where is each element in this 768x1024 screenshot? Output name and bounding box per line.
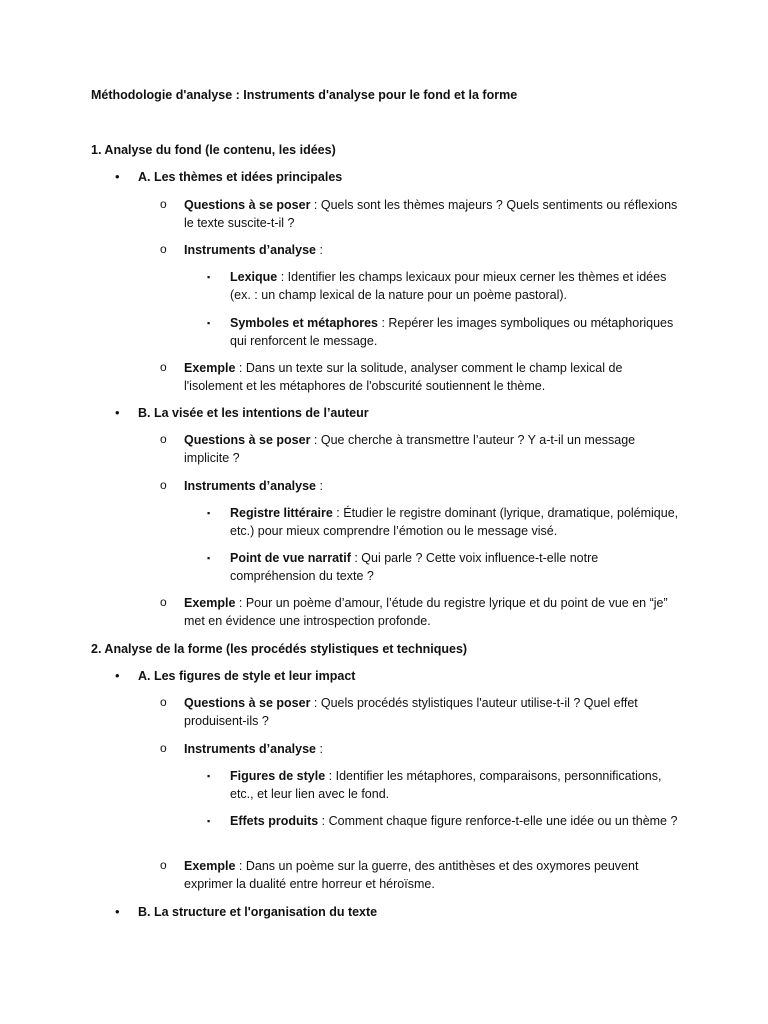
label-effets: Effets produits [230, 814, 319, 828]
section-1a-lexique [207, 268, 680, 304]
circle-marker: o [160, 858, 167, 872]
label-exemple: Exemple [184, 361, 236, 375]
label-figures: Figures de style [230, 769, 326, 783]
circle-marker: o [160, 695, 167, 709]
text-instruments: : [316, 742, 323, 756]
text-questions: : Quels sont les thèmes majeurs ? Quels sentiments ou réflexions le texte suscite-t-il ? [184, 198, 678, 230]
label-lexique: Lexique [230, 270, 278, 284]
bullet-marker: • [115, 668, 120, 683]
label-point-de-vue: Point de vue narratif [230, 551, 351, 565]
circle-marker: o [160, 595, 167, 609]
section-2a-instruments [160, 740, 680, 758]
section-1a-instruments [160, 241, 680, 259]
label-symboles: Symboles et métaphores [230, 316, 378, 330]
text-point-de-vue: : Qui parle ? Cette voix influence-t-elle notre compréhension du texte ? [230, 551, 599, 583]
text-exemple: : Dans un texte sur la solitude, analyser comment le champ lexical de l'isolement et les métaphores de l'obscurité soutiennent le thème. [184, 361, 623, 393]
label-questions: Questions à se poser [184, 696, 311, 710]
label-instruments: Instruments d’analyse [184, 479, 316, 493]
label-instruments: Instruments d’analyse [184, 243, 316, 257]
square-marker: ▪ [207, 816, 211, 826]
label-questions: Questions à se poser [184, 198, 311, 212]
section-2b-heading: B. La structure et l'organisation du texte [138, 905, 378, 919]
circle-marker: o [160, 478, 167, 492]
label-questions: Questions à se poser [184, 433, 311, 447]
section-1b-registre [207, 504, 680, 540]
section-1a-questions [160, 196, 680, 232]
bullet-marker: • [115, 169, 120, 184]
circle-marker: o [160, 242, 167, 256]
section-2a-heading: A. Les figures de style et leur impact [138, 669, 356, 683]
section-1a-symboles [207, 314, 680, 350]
bullet-marker: • [115, 405, 120, 420]
bullet-marker: • [115, 904, 120, 919]
circle-marker: o [160, 432, 167, 446]
section-2a-questions [160, 694, 680, 730]
text-figures: : Identifier les métaphores, comparaisons, personnifications, etc., et leur lien avec le fond. [230, 769, 662, 801]
section-1b-exemple [160, 594, 680, 630]
section-2a-figures [207, 767, 680, 803]
text-exemple: : Dans un poème sur la guerre, des antithèses et des oxymores peuvent exprimer la dualité entre horreur et héroïsme. [184, 859, 639, 891]
circle-marker: o [160, 360, 167, 374]
square-marker: ▪ [207, 272, 211, 282]
section-2a-exemple [160, 857, 680, 893]
text-instruments: : [316, 479, 323, 493]
label-exemple: Exemple [184, 859, 236, 873]
text-effets: : Comment chaque figure renforce-t-elle une idée ou un thème ? [318, 814, 678, 828]
section-1a-heading: A. Les thèmes et idées principales [138, 170, 343, 184]
text-questions: : Quels procédés stylistiques l'auteur utilise-t-il ? Quel effet produisent-ils ? [184, 696, 638, 728]
text-symboles: : Repérer les images symboliques ou métaphoriques qui renforcent le message. [230, 316, 674, 348]
section-1a-exemple [160, 359, 680, 395]
square-marker: ▪ [207, 553, 211, 563]
section-1b-instruments [160, 477, 680, 495]
section-1b-point-de-vue [207, 549, 680, 585]
text-lexique: : Identifier les champs lexicaux pour mieux cerner les thèmes et idées (ex. : un champ lexical de la nature pour un poème pastoral). [230, 270, 667, 302]
section-2a-effets [207, 812, 680, 830]
circle-marker: o [160, 197, 167, 211]
square-marker: ▪ [207, 508, 211, 518]
label-exemple: Exemple [184, 596, 236, 610]
circle-marker: o [160, 741, 167, 755]
section-2-heading: 2. Analyse de la forme (les procédés stylistiques et techniques) [91, 642, 468, 656]
text-exemple: : Pour un poème d’amour, l’étude du registre lyrique et du point de vue en “je” met en évidence une introspection profonde. [184, 596, 668, 628]
section-1-heading: 1. Analyse du fond (le contenu, les idées) [91, 143, 336, 157]
label-registre: Registre littéraire [230, 506, 333, 520]
square-marker: ▪ [207, 318, 211, 328]
label-instruments: Instruments d’analyse [184, 742, 316, 756]
text-registre: : Étudier le registre dominant (lyrique, dramatique, polémique, etc.) pour mieux comprendre l’émotion ou le message visé. [230, 506, 679, 538]
document-title: Méthodologie d'analyse : Instruments d'analyse pour le fond et la forme [91, 88, 518, 102]
text-questions: : Que cherche à transmettre l’auteur ? Y a-t-il un message implicite ? [184, 433, 636, 465]
square-marker: ▪ [207, 771, 211, 781]
section-1b-questions [160, 431, 680, 467]
text-instruments: : [316, 243, 323, 257]
section-1b-heading: B. La visée et les intentions de l’auteur [138, 406, 369, 420]
